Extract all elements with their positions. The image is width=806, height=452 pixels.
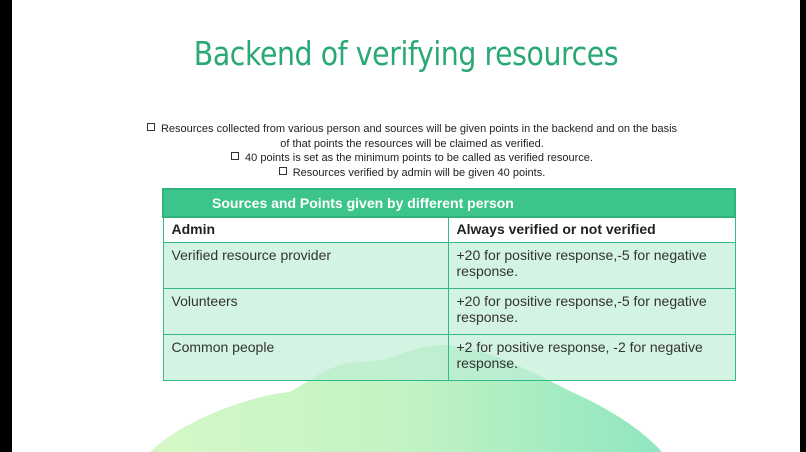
table-cell: Verified resource provider xyxy=(163,243,448,289)
table-cell: +20 for positive response,-5 for negative response. xyxy=(448,289,735,335)
table-column-header xyxy=(163,217,735,243)
checkbox-bullet-icon xyxy=(279,167,287,175)
table-heading: Sources and Points given by different person xyxy=(163,189,735,217)
table-row xyxy=(163,243,735,289)
bullet-continuation: of that points the resources will be claimed as verified. xyxy=(280,137,544,150)
table-cell: Volunteers xyxy=(163,289,448,335)
table-row xyxy=(163,289,735,335)
column-header: Admin xyxy=(163,217,448,243)
bullet-item: Resources verified by admin will be given 40 points. xyxy=(92,166,732,181)
bullet-item: Resources collected from various person and sources will be given points in the backend and on the basis xyxy=(92,122,732,137)
points-table xyxy=(162,188,736,381)
table-cell: Common people xyxy=(163,335,448,381)
bullet-list xyxy=(92,122,732,180)
table-row xyxy=(163,335,735,381)
table-cell: +20 for positive response,-5 for negative response. xyxy=(448,243,735,289)
slide xyxy=(12,0,800,452)
bullet-item: 40 points is set as the minimum points to be called as verified resource. xyxy=(92,151,732,166)
column-header: Always verified or not verified xyxy=(448,217,735,243)
table-cell: +2 for positive response, -2 for negative response. xyxy=(448,335,735,381)
checkbox-bullet-icon xyxy=(147,123,155,131)
checkbox-bullet-icon xyxy=(231,152,239,160)
page-title: Backend of verifying resources xyxy=(193,34,619,73)
